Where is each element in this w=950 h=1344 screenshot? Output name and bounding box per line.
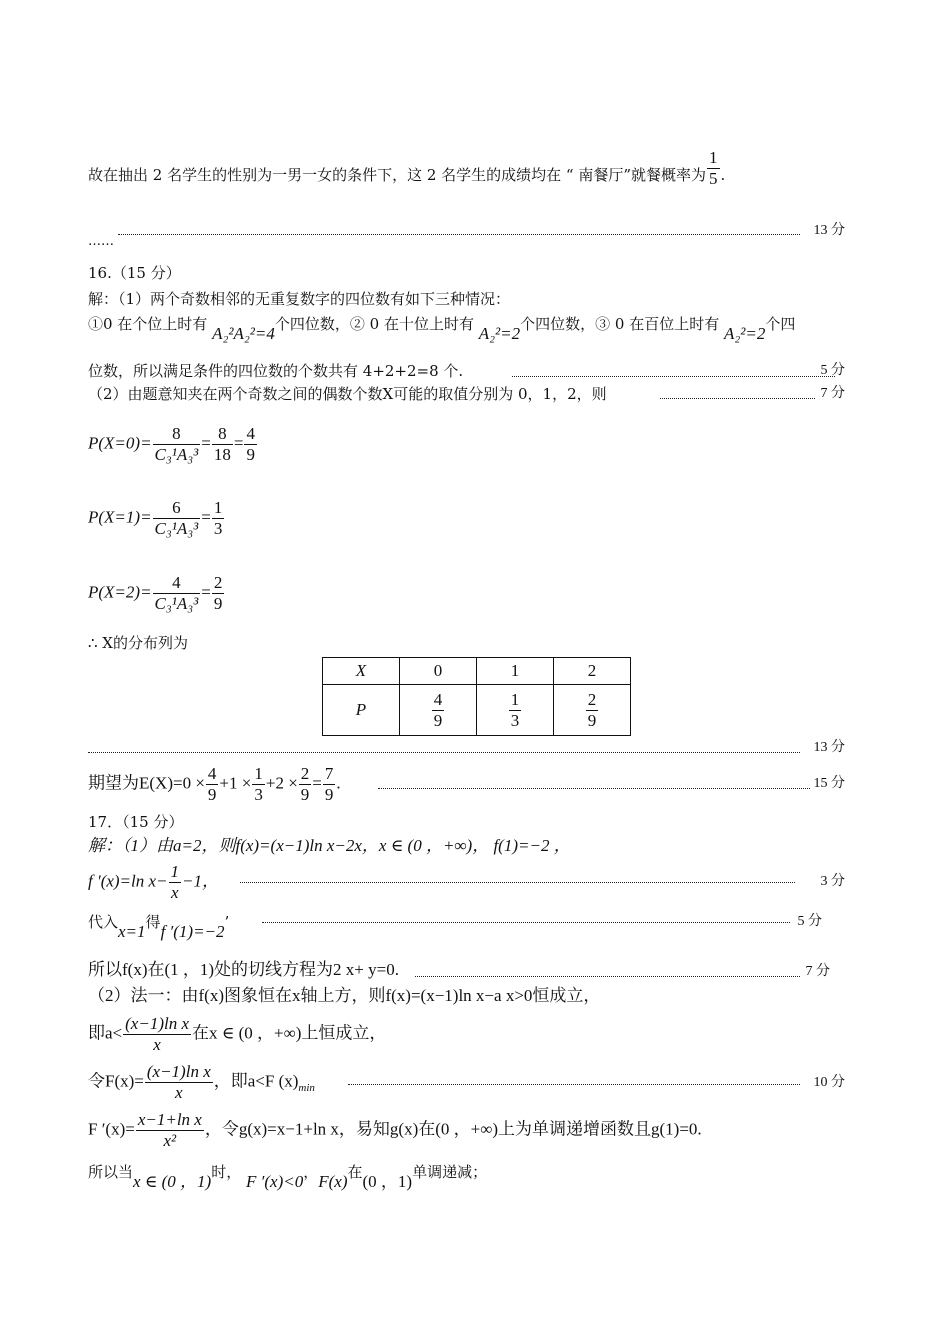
l3-comma: ’ <box>224 913 230 931</box>
case1-text: ①0 在个位上时有 <box>88 315 208 333</box>
l9f: F(x) <box>318 1172 348 1191</box>
exp-c: +2 × <box>265 773 298 793</box>
case3-expr: A₂²=2 <box>723 324 766 343</box>
q17-heading: 17．（15 分） <box>88 813 184 831</box>
score-13-a: 13 分 <box>813 223 845 238</box>
dotted-leader <box>262 922 790 923</box>
score-5-b: 5 分 <box>797 914 822 929</box>
p2-den: C₃¹A₃³ <box>154 594 199 613</box>
l9e: ， <box>303 1163 319 1181</box>
p1-num2: 1 <box>213 498 223 517</box>
p0-num: 8 <box>153 424 201 445</box>
cell-den: 3 <box>510 710 520 730</box>
q16-sum: 位数，所以满足条件的四位数的个数共有 4+2+2=8 个. <box>88 362 464 380</box>
l8b: ，令g(x)=x−1+ln x，易知g(x)在(0 ，+∞)上为单调递增函数且g(1)=0. <box>204 1119 702 1139</box>
l2b: −1， <box>182 871 220 891</box>
exp-d: = <box>312 773 322 793</box>
l7b: ，即a<F (x) <box>213 1071 299 1091</box>
l9h: (0 ，1) <box>362 1172 413 1191</box>
l7-num: (x−1)ln x <box>146 1062 211 1081</box>
p1-den: C₃¹A₃³ <box>154 519 199 538</box>
p0-num3: 4 <box>246 424 255 443</box>
p0-den2: 18 <box>213 445 231 464</box>
q17-line9 <box>88 1162 488 1191</box>
dotted-leader <box>512 376 835 377</box>
table-header-cell: X <box>323 658 400 685</box>
score-10: 10 分 <box>813 1075 845 1090</box>
case3-tail: 个四 <box>765 315 796 333</box>
score-13-b: 13 分 <box>813 740 845 755</box>
table-cell: P <box>323 685 400 736</box>
p1-num: 6 <box>153 498 201 519</box>
l3c: 得 <box>145 913 161 931</box>
l9g: 在 <box>347 1163 363 1181</box>
conclusion-line <box>88 148 725 189</box>
q17-line1: 解：（1）由a=2，则f(x)=(x−1)ln x−2x，x ∈ (0 ，+∞)， f(1)=−2 ， <box>88 836 571 855</box>
l3a: 代入 <box>88 913 119 931</box>
l8a: F ′(x)= <box>88 1119 135 1139</box>
case2-expr: A₂²=2 <box>478 324 521 343</box>
l2-num: 1 <box>170 862 180 881</box>
table-cell <box>477 685 554 736</box>
e1-num: 4 <box>207 764 217 783</box>
e2-num: 1 <box>254 764 263 783</box>
q17-line4: 所以f(x)在(1 ，1)处的切线方程为2 x+ y=0. <box>88 960 399 979</box>
dist-label: ∴ X的分布列为 <box>88 634 188 652</box>
q16-cases <box>88 314 796 343</box>
p0-eq2: = <box>233 433 244 453</box>
table-header-cell: 1 <box>477 658 554 685</box>
p0-label: P(X=0)= <box>88 433 152 453</box>
q16-heading: 16.（15 分） <box>88 264 181 282</box>
fraction-one-fifth <box>707 148 720 189</box>
case2-text: 个四位数，② 0 在十位上时有 <box>274 315 474 333</box>
period: . <box>720 166 726 184</box>
p1-den2: 3 <box>213 519 223 538</box>
l3b: x=1 <box>118 922 146 941</box>
q17-line3 <box>88 912 230 941</box>
score-15: 15 分 <box>813 776 845 791</box>
l9d: F ′(x)<0 <box>246 1172 304 1191</box>
cell-den: 9 <box>433 710 443 730</box>
l8-den: x² <box>163 1131 177 1150</box>
cell-num: 2 <box>587 689 597 709</box>
dotted-leader <box>415 976 800 977</box>
p2-label: P(X=2)= <box>88 582 152 602</box>
p0-den3: 9 <box>246 445 255 464</box>
l9c: 时， <box>211 1163 242 1181</box>
score-3: 3 分 <box>820 874 845 889</box>
l6b: 在x ∈ (0 ，+∞)上恒成立， <box>192 1023 387 1043</box>
e1-den: 9 <box>207 785 217 804</box>
l7a: 令F(x)= <box>88 1071 144 1091</box>
table-header-cell: 2 <box>554 658 631 685</box>
exp-b: +1 × <box>219 773 252 793</box>
l9a: 所以当 <box>88 1163 134 1181</box>
p1-label: P(X=1)= <box>88 507 152 527</box>
score-5: 5 分 <box>820 363 845 378</box>
l9i: 单调递减； <box>412 1163 488 1181</box>
score-7-b: 7 分 <box>805 964 830 979</box>
p2-den2: 9 <box>213 594 223 613</box>
table-cell <box>400 685 477 736</box>
e4-den: 9 <box>324 785 334 804</box>
l6-num: (x−1)ln x <box>125 1014 189 1033</box>
dotted-leader <box>348 1084 800 1085</box>
l6-den: x <box>153 1035 161 1054</box>
l8-num: x−1+ln x <box>137 1110 202 1129</box>
frac-num: 1 <box>709 148 718 167</box>
l7-den: x <box>175 1083 183 1102</box>
q17-line2 <box>88 862 219 903</box>
expectation-line <box>88 764 341 805</box>
cell-num: 1 <box>510 689 520 709</box>
l2-den: x <box>171 883 179 902</box>
dots-lead: …… <box>88 234 114 249</box>
q17-line8 <box>88 1110 702 1151</box>
l7-sub: min <box>298 1081 315 1094</box>
distribution-table <box>322 657 631 736</box>
case3-text: 个四位数，③ 0 在百位上时有 <box>520 315 720 333</box>
case1-expr: A₂²A₂²=4 <box>212 324 275 343</box>
frac-den: 5 <box>709 169 718 188</box>
dotted-leader <box>378 788 810 789</box>
e3-den: 9 <box>300 785 310 804</box>
q16-part2: （2）由题意知夹在两个奇数之间的偶数个数X可能的取值分别为 0，1，2，则 <box>88 385 607 403</box>
e2-den: 3 <box>254 785 263 804</box>
p2-num2: 2 <box>213 573 223 592</box>
p0-den: C₃¹A₃³ <box>154 445 199 464</box>
prob-x0 <box>88 424 258 465</box>
dotted-leader <box>660 398 815 399</box>
l2a: f ′(x)=ln x− <box>88 871 168 891</box>
l3d: f ′(1)=−2 <box>160 922 225 941</box>
q17-line5: （2）法一：由f(x)图象恒在x轴上方，则f(x)=(x−1)ln x−a x>0恒成立， <box>88 986 601 1005</box>
p2-num: 4 <box>153 573 201 594</box>
p2-eq: = <box>201 582 211 602</box>
p0-eq1: = <box>201 433 211 453</box>
dotted-leader <box>88 752 800 753</box>
q17-line6 <box>88 1014 386 1055</box>
table-cell <box>554 685 631 736</box>
p0-num2: 8 <box>212 424 233 445</box>
dotted-leader <box>240 882 795 883</box>
cell-den: 9 <box>587 710 597 730</box>
l9b: x ∈ (0 ，1) <box>133 1172 212 1191</box>
table-row <box>323 658 631 685</box>
q17-line7 <box>88 1062 315 1103</box>
exp-a: 期望为E(X)=0 × <box>88 773 205 793</box>
cell-num: 4 <box>433 689 443 709</box>
table-header-cell: 0 <box>400 658 477 685</box>
conclusion-text: 故在抽出 2 名学生的性别为一男一女的条件下，这 2 名学生的成绩均在 “ 南餐厅”就餐概率为 <box>88 166 707 184</box>
e4-num: 7 <box>324 764 334 783</box>
dotted-leader <box>118 234 800 235</box>
table-row <box>323 685 631 736</box>
e3-num: 2 <box>300 764 310 783</box>
prob-x1 <box>88 498 225 539</box>
prob-x2 <box>88 573 225 614</box>
score-7: 7 分 <box>820 386 845 401</box>
p1-eq: = <box>201 507 211 527</box>
q16-sol1: 解：（1）两个奇数相邻的无重复数字的四位数有如下三种情况： <box>88 290 511 308</box>
exp-end: . <box>336 773 341 793</box>
l6a: 即a< <box>88 1023 123 1043</box>
